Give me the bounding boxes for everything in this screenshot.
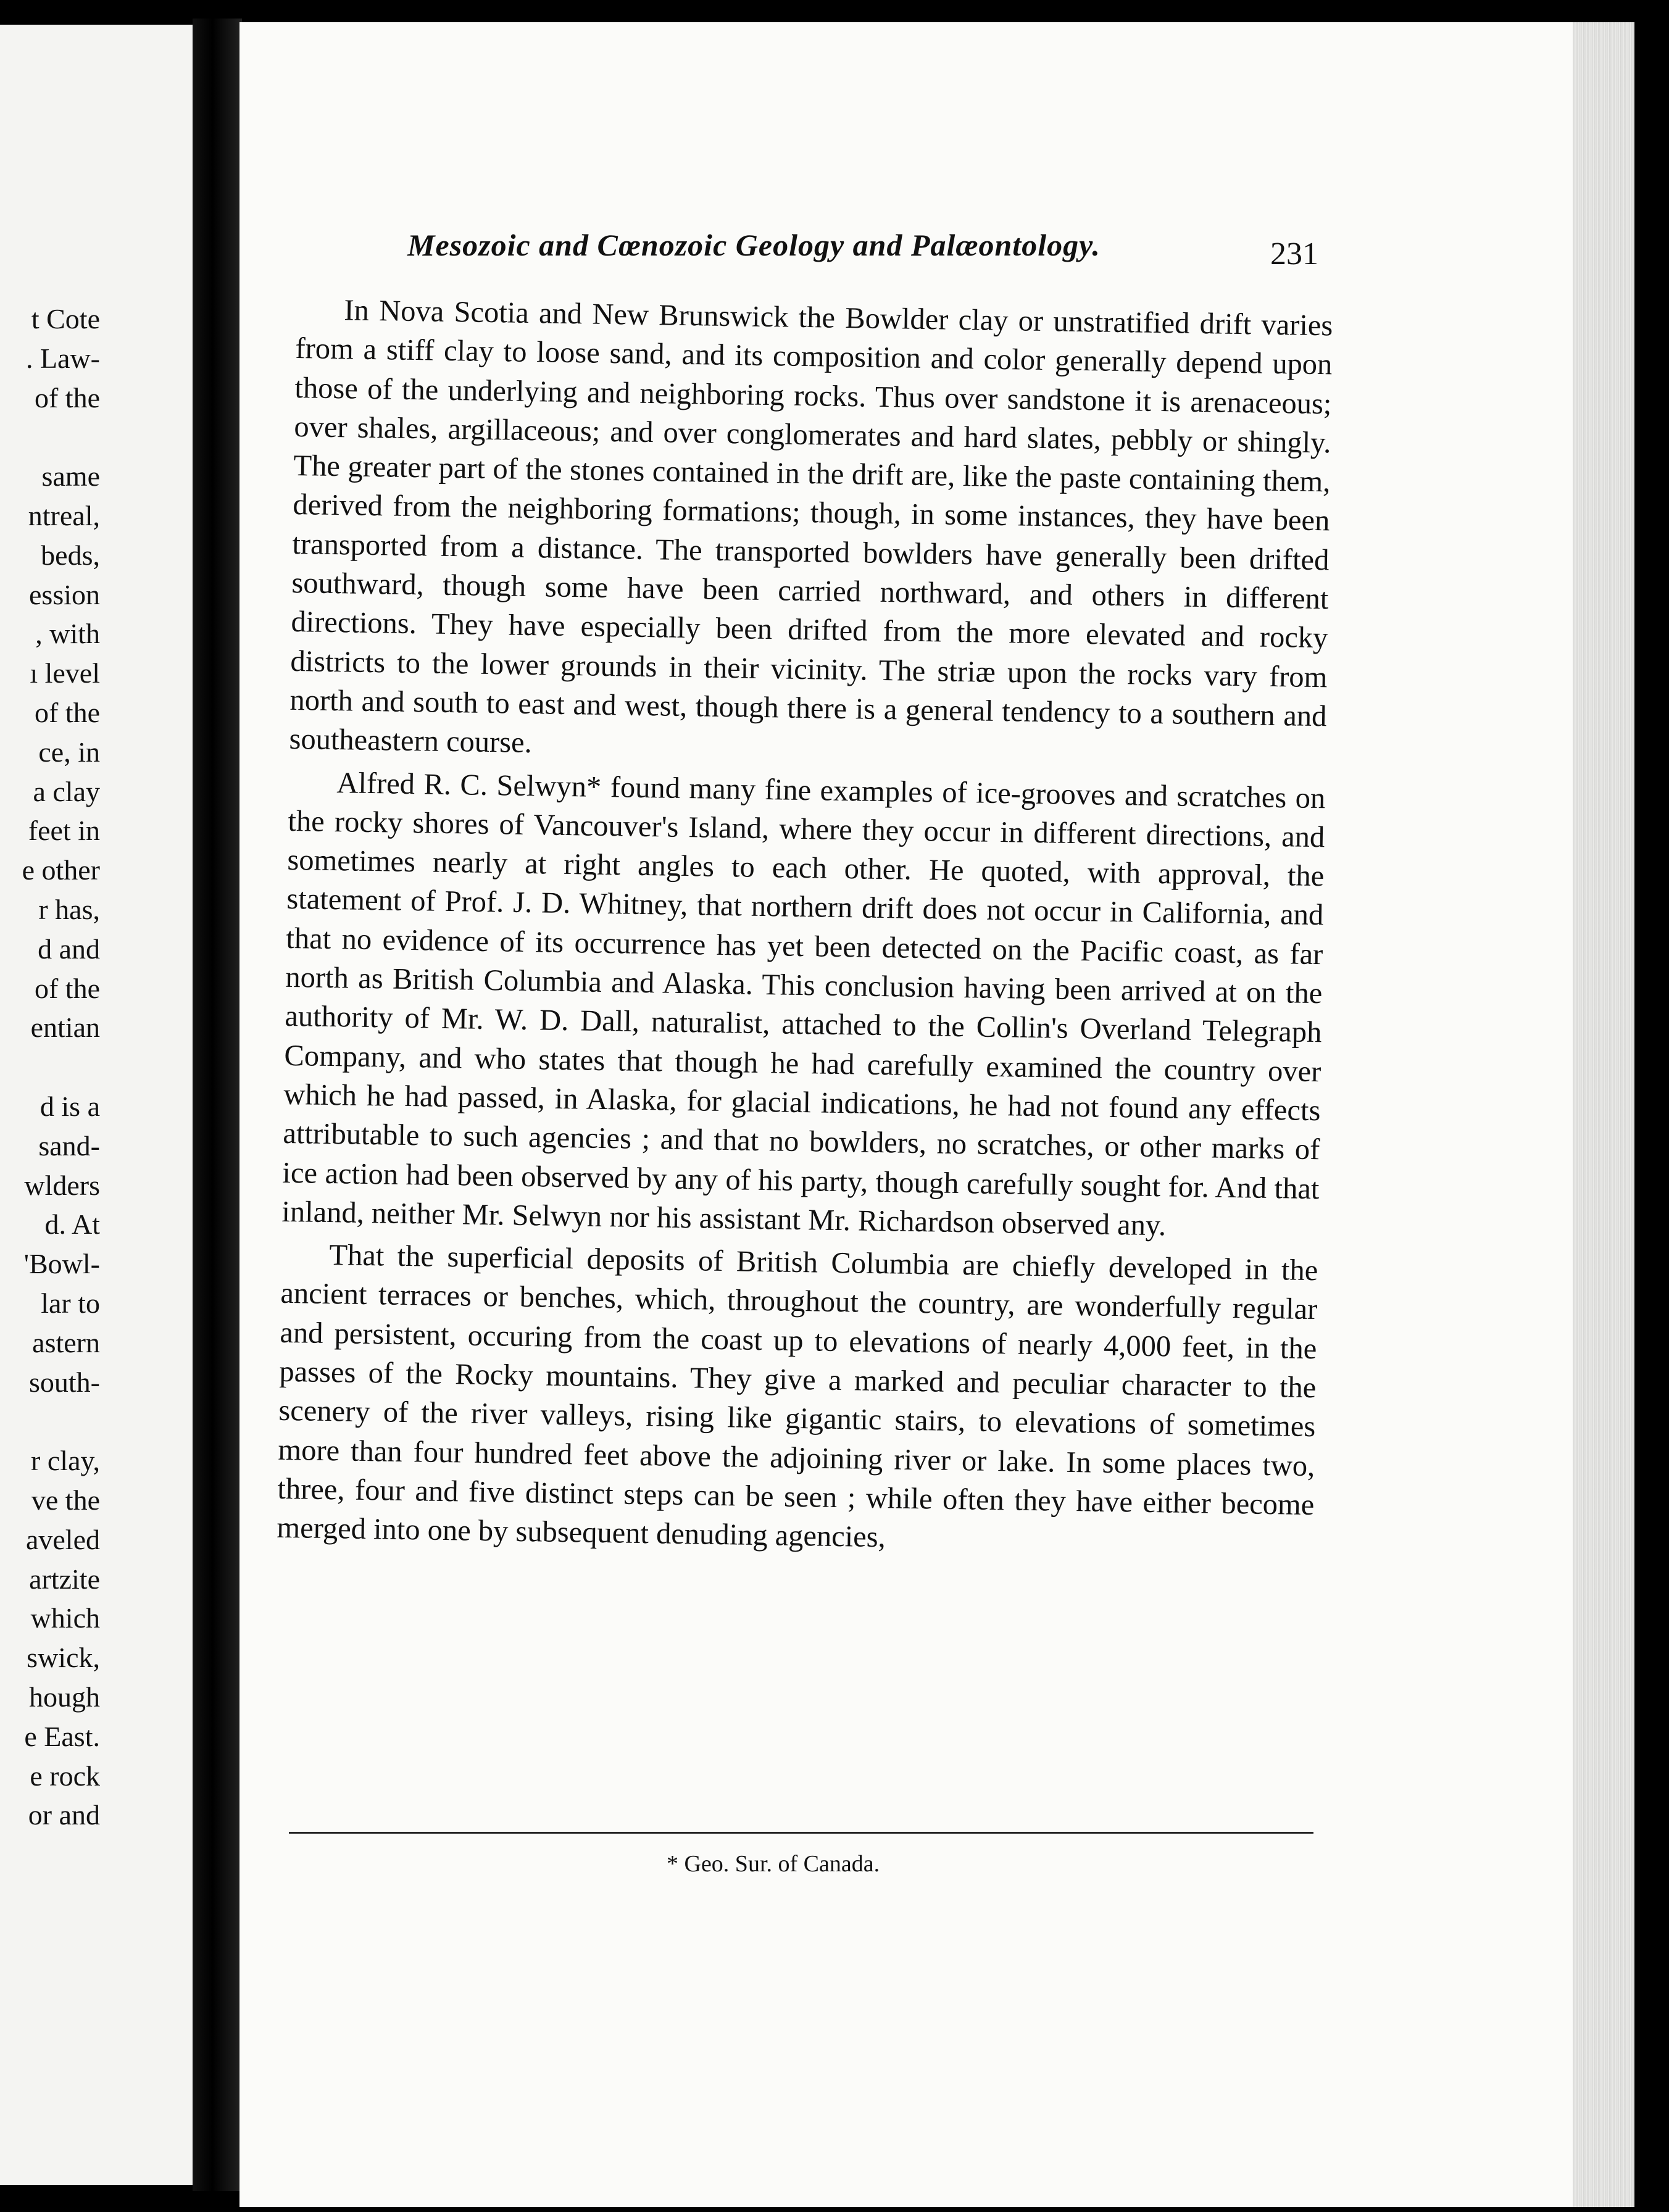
left-page-line: beds, xyxy=(41,539,100,571)
left-page-line: d is a xyxy=(40,1091,100,1122)
binding-gutter xyxy=(193,19,242,2191)
left-page-line: astern xyxy=(32,1326,100,1358)
left-facing-page xyxy=(0,25,193,2185)
paragraph-1: In Nova Scotia and New Brunswick the Bowlder clay or unstratified drift varies from a stiff clay to loose sand, and its composition and color generally depend upon those of the underlying and neighboring rocks. Thus over sandstone it is arenaceous; over shales, argillaceous; and over conglomerates and hard slates, pebbly or shingly. The greater part of the stones contained in the drift are, like the paste containing them, derived from the neighboring formations; though, in some instances, they have been transported from a distance. The transported bowlders have generally been drifted southward, though some have been carried northward, and others in different directions. They have especially been drifted from the more elevated and rocky districts to the lower grounds in their vicinity. The striæ upon the rocks vary from north and south to east and west, though there is a general tendency to a southern and southeastern course. xyxy=(289,294,1333,760)
left-page-line: ı level xyxy=(30,657,100,689)
left-page-line: ce, in xyxy=(38,736,100,768)
left-page-line: of the xyxy=(34,697,100,728)
left-page-line: south- xyxy=(29,1366,100,1398)
left-page-line: feet in xyxy=(28,815,100,847)
left-page-line: r has, xyxy=(38,894,100,925)
paragraph-2: Alfred R. C. Selwyn* found many fine examples of ice-grooves and scratches on the rocky shores of Vancouver's Island, where they occur in different directions, and sometimes nearly at right angles to each other. He quoted, with approval, the statement of Prof. J. D. Whitney, that northern drift does not occur in California, and that no evidence of its occurrence has yet been detected on the Pacific coast, as far north as British Columbia and Alaska. This conclusion having been arrived at on the authority of Mr. W. D. Dall, naturalist, attached to the Collin's Overland Telegraph Company, and who states that though he had carefully examined the country over which he had passed, in Alaska, for glacial indications, he had not found any effects attributable to such agencies ; and that no bowlders, no scratches, or other marks of ice action had been observed by any of his party, though carefully sought for. And that inland, neither Mr. Selwyn nor his assistant Mr. Richardson observed any. xyxy=(281,766,1326,1242)
left-page-line: ntreal, xyxy=(28,500,100,531)
left-page-line: r clay, xyxy=(31,1445,100,1477)
left-page-line: wlders xyxy=(24,1169,100,1201)
body-text xyxy=(277,290,1333,1568)
left-page-line: e East. xyxy=(24,1720,100,1752)
running-title: Mesozoic and Cœnozoic Geology and Palæontology. xyxy=(407,228,1101,262)
left-page-line: which xyxy=(30,1602,100,1634)
left-page-line: artzite xyxy=(29,1563,100,1595)
left-page-line: d and xyxy=(38,933,100,965)
left-page-line: , with xyxy=(35,618,100,650)
paragraph-3: That the superficial deposits of British Columbia are chiefly developed in the ancient terraces or benches, which, throughout the country, are wonderfully regular and persistent, occuring from the coast up to elevations of nearly 4,000 feet, in the passes of the Rocky mountains. They give a marked and peculiar character to the scenery of the river valleys, rising like gigantic stairs, to elevations of sometimes more than four hundred feet above the adjoining river or lake. In some places two, three, four and five distinct steps can be seen ; while often they have either become merged into one by subsequent denuding agencies, xyxy=(277,1239,1318,1554)
left-page-line: a clay xyxy=(33,775,100,807)
left-page-line: lar to xyxy=(41,1287,100,1319)
left-page-line: swick, xyxy=(27,1642,100,1674)
left-page-line: hough xyxy=(29,1681,100,1713)
page-edge-stack xyxy=(1573,22,1634,2207)
left-page-line: e rock xyxy=(30,1760,100,1792)
left-page-line: ve the xyxy=(31,1484,100,1516)
footnote: * Geo. Sur. of Canada. xyxy=(667,1851,880,1877)
left-page-line: e other xyxy=(22,854,100,886)
left-page-line: aveled xyxy=(25,1523,100,1555)
left-page-line: same xyxy=(41,460,100,493)
left-page-line: or and xyxy=(28,1799,100,1831)
left-page-line: sand- xyxy=(38,1129,100,1162)
left-page-line: ession xyxy=(29,578,100,610)
left-page-line: of the xyxy=(34,972,100,1004)
footnote-rule xyxy=(289,1832,1313,1834)
left-page-line: d. At xyxy=(44,1208,100,1241)
page-number: 231 xyxy=(1270,236,1318,272)
left-page-line: of the xyxy=(34,381,100,414)
left-page-line: t Cote xyxy=(31,303,100,335)
left-page-line: entian xyxy=(30,1012,100,1044)
left-page-line: 'Bowl- xyxy=(23,1248,100,1280)
left-page-line: . Law- xyxy=(25,342,100,374)
